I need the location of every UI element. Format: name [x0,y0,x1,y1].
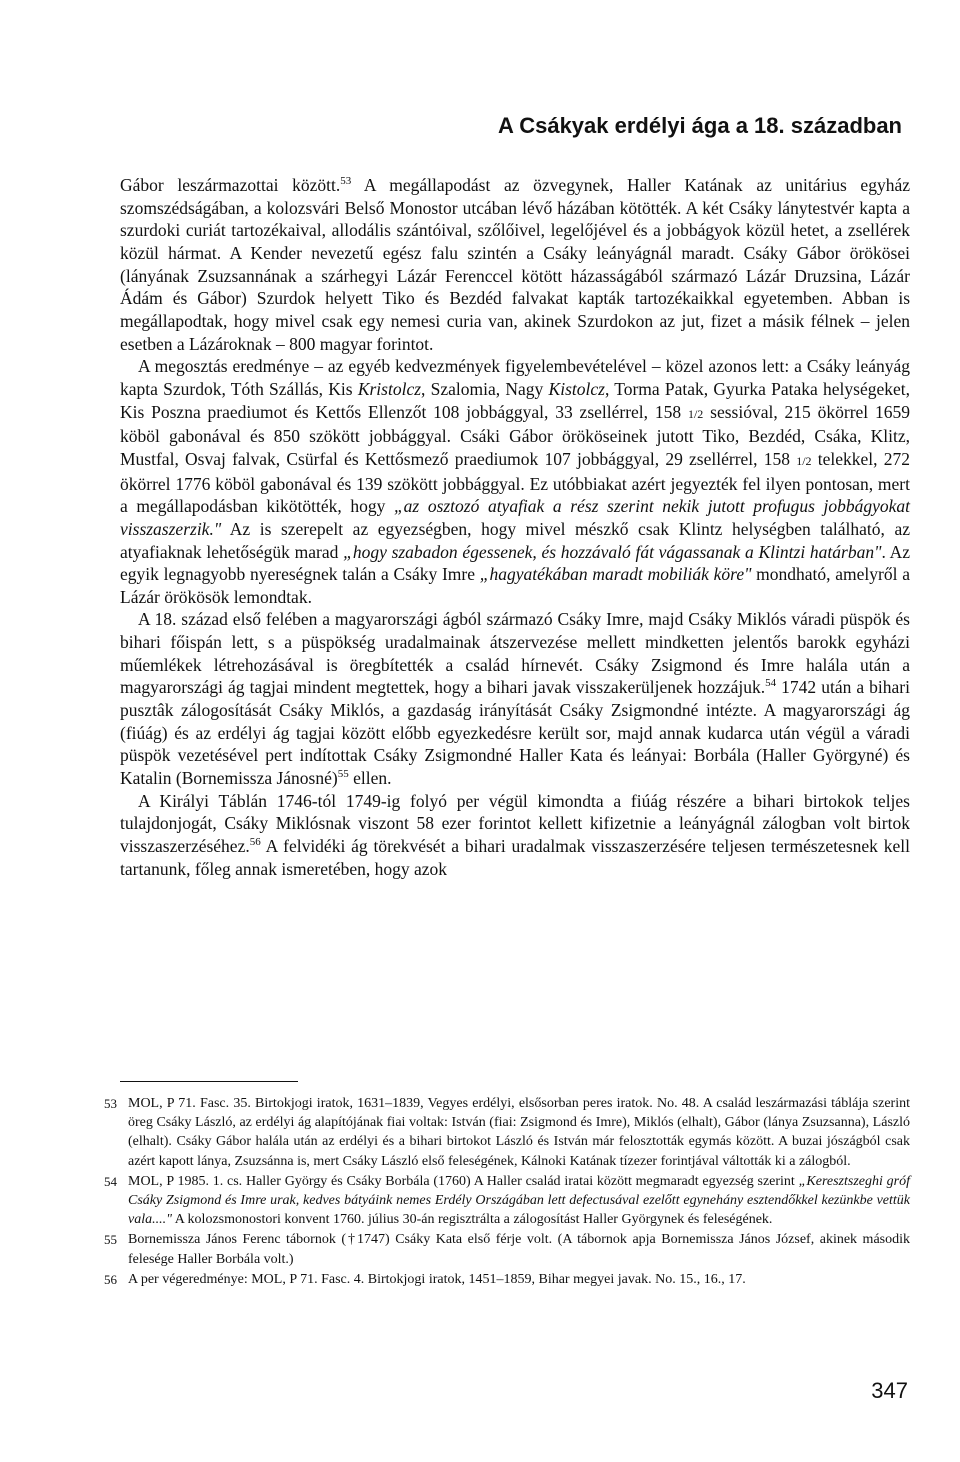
text-run: Gábor leszármazottai között. [120,175,341,195]
main-text [120,174,910,880]
italic-quote: Kistolcz [548,378,605,399]
footnote [104,1094,910,1171]
text-run: ellen. [348,768,392,789]
footnote-text [128,1230,910,1268]
footnote-text [128,1270,910,1289]
text-run: , Torma Patak, Gyurka Pataka helységeket, Kis Poszna praediumot és Kettős Ellenzőt 108 jobbággyal, 33 zsellérrel, 158 [120,378,911,422]
italic-quote: „hagyatékában maradt mobiliák köre" [479,564,752,585]
text-run: Az is szerepelt az egyezségben, hogy mivel mészkő csak Klintz helységben található, az atyafiaknak lehetőségük marad [120,518,910,562]
text-run: A kolozsmonostori konvent 1760. július 30-án regisztrálta a zálogosítást Haller Györgynek és feleségének. [171,1212,773,1228]
footnote-number: 55 [104,1232,117,1248]
text-run: telekkel, 272 ökörrel 1776 köböl gabonával és 139 szökött jobbággyal. Ez utóbbiakat azért jegyezték fel ilyen pontosan, mert a megállapodásban kikötötték, hogy [120,448,911,517]
italic-quote: Kristolcz [357,378,422,399]
footnote-ref: 53 [340,175,352,188]
fraction: 1/2 [796,453,812,468]
text-run: Bornemissza János Ferenc tábornok (†1747) Csáky Kata első férje volt. (A tábornok apja Bornemissza János József, akinek második felesége Haller Borbála volt.) [128,1232,910,1267]
italic-quote: „az osztozó atyafiak a rész szerint nekik jutott profugus jobbágyokat visszaszerzik." [120,496,910,539]
text-run: A per végeredménye: MOL, P 71. Fasc. 4. Birtokjogi iratok, 1451–1859, Bihar megyei javak. No. 15., 16., 17. [128,1271,746,1287]
text-run: A megosztás eredménye – az egyéb kedvezmények figyelembevételével – közel azonos lett: a Csáky leányág kapta Szurdok, Tóth Szállás, Kis [120,356,910,399]
footnote-ref: 56 [249,836,261,849]
paragraph [120,790,910,881]
footnote-divider [120,1081,298,1082]
text-run: sessióval, 215 ökörrel 1659 köböl gabonával és 850 szökött jobbággyal. Csáki Gábor örököseinek jutott Tiko, Bezdéd, Csáka, Klitz, Mustfal, Osvaj falvak, Csürfal és Kettősmező praediumok 107 jobbággyal, 29 zsellérrel, 158 [120,401,910,469]
text-run: A felvidéki ág törekvését a bihari uradalmak visszaszerzésére teljesen természetesnek kell tartanunk, főleg annak ismeretében, hogy azok [120,836,910,879]
text-run: MOL, P 71. Fasc. 35. Birtokjogi iratok, 1631–1839, Vegyes erdélyi, elsősorban peres iratok. No. 48. A család leszármazási táblája szerint öreg Csáky László, az erdélyi ág alapítójának fiai voltak: István (fiai: Zsigmond és Imre), Miklós (elhalt), Gábor (lánya Zsuzsanna), László (elhalt). Csáky Gábor halála után az erdélyi és a bihari birtokot László és István már felosztották egymás között. A buzai jószágból csak azért kapott lánya, Zsuzsánna is, mert Csáky László első feleségének, Kálnoki Katának tízezer forintjával váltották ki a zálogból. [128,1096,910,1169]
text-run: 1742 után a bihari pusztâk zálogosítását Csáky Miklós, a gazdaság irányítását Csáky Zsigmondné intézte. A magyarországi ág (fiúág) és az erdélyi ág tagjai között előbb egyezkedésre került sor, majd annak kudarca után végül a váradi püspök vezetésével pert indítottak Csáky Zsigmondné Haller Kata és leányai: Borbála (Haller Györgyné) és Katalin (Bornemissza Jánosné) [120,677,910,789]
text-run: mondható, amelyről a Lázár örökösök lemondtak. [120,564,910,607]
running-title: A Csákyak erdélyi ága a 18. században [498,113,902,138]
paragraph [120,355,910,608]
text-run: A megállapodást az özvegynek, Haller Katának az unitárius egyház szomszédságában, a kolozsvári Belső Monostor utcában lévő házában kötötték. A két Csáky lánytestvér kapta a szurdoki curiát tartozékaival, allodális szántóival, szőlőivel, legelőjével és a jobbágyok közül hetet, a zsellérek közül hármat. A Kender nevezetű egész falu szintén a Csáky leányágnál maradt. Csáky Gábor örökösei (lányának Zsuzsannának a szárhegyi Lázár Ferenccel kötött házasságából származó Lázár Druzsina, Lázár Ádám és Gábor) Szurdok helyett Tiko és Bezdéd falvakat kapták tartozékaikkal egyetemben. Abban is megállapodtak, hogy mivel csak egy nemesi curia van, akinek Szurdokon az jut, fizet a másik félnek – jelen esetben a Lázároknak – 800 magyar forintot. [120,175,910,354]
text-run: A 18. század első felében a magyarországi ágból származó Csáky Imre, majd Csáky Miklós váradi püspök és bihari főispán lett, s a püspökség uradalmainak átszervezése mellett mindketten jelentős barokk egyházi műemlékek létrehozásával is öregbítették a család hírnevét. Csáky Zsigmond és Imre halála után a magyarországi ág tagjai mindent megtettek, hogy a bihari javak visszakerüljenek hozzájuk. [120,609,910,698]
text-run: , Szalomia, Nagy [421,378,549,399]
text-run: A Királyi Táblán 1746-tól 1749-ig folyó per végül kimondta a fiúág részére a bihari birtokok teljes tulajdonjogát, Csáky Miklósnak viszont 58 ezer forintot kellett kifizetnie a leányágnál zálogban volt birtok visszaszerzéséhez. [120,790,910,857]
footnote-number: 56 [104,1271,117,1287]
footnotes [104,1094,910,1290]
fraction: 1/2 [687,406,704,421]
italic-quote: „Keresztszeghi gróf Csáky Zsigmond és Imre urak, kedves bátyáink nemes Erdély Országában lett defectusával ezelőtt egynehány esztendőkkel kezünkbe vettük vala...." [128,1173,910,1228]
footnote-ref: 54 [765,677,777,690]
footnote-text [128,1094,910,1171]
footnote-number: 53 [104,1096,117,1111]
italic-quote: „hogy szabadon égessenek, és hozzávaló fát vágassanak a Klintzi határban" [343,541,882,562]
paragraph [120,174,910,355]
paragraph [120,608,910,789]
footnote [104,1172,910,1230]
footnote [104,1270,910,1289]
footnote [104,1230,910,1268]
text-run: MOL, P 1985. 1. cs. Haller György és Csáky Borbála (1760) A Haller család iratai között megmaradt egyezség szerint [128,1173,799,1189]
footnote-ref: 55 [337,768,349,781]
text-run: . Az egyik legnagyobb nyereségnek talán a Csáky Imre [120,541,910,585]
footnote-text [128,1172,910,1230]
footnote-number: 54 [104,1173,117,1189]
page-number: 347 [871,1378,908,1403]
